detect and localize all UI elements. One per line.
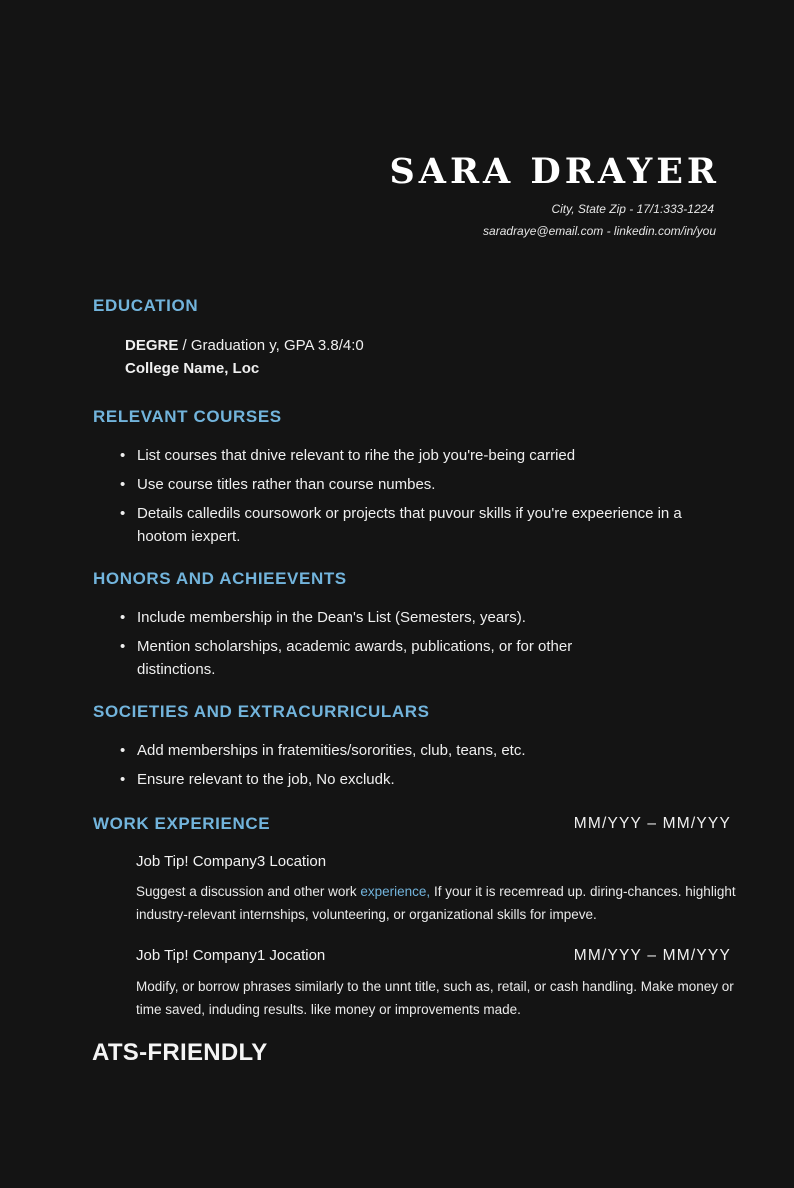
list-item-text: Use course titles rather than course numbes. [137, 476, 436, 493]
bullet-icon: • [120, 771, 126, 788]
relevant-courses-list [117, 444, 717, 554]
section-title-education: EDUCATION [93, 296, 199, 315]
education-degree-line [125, 334, 364, 357]
job-1-date-range: MM/YYY – MM/YYY [573, 815, 731, 832]
ats-friendly-label: ATS-FRIENDLY [92, 1039, 268, 1066]
bullet-icon: • [120, 742, 126, 759]
contact-email-linkedin: saradraye@email.com - linkedin.com/in/you [483, 224, 716, 238]
list-item-text: Mention scholarships, academic awards, publications, or for other distinctions. [137, 638, 573, 678]
education-degree-details: / Graduation y, GPA 3.8/4:0 [178, 337, 364, 354]
job-1-desc-part-a: Suggest a discussion and other work [136, 884, 361, 899]
job-2-description: Modify, or borrow phrases similarly to the unnt title, such as, retail, or cash handling. Make money or time saved, induding results. like money or improvements made. [136, 979, 734, 1017]
contact-address-phone: City, State Zip - 17/1:333-1224 [551, 202, 714, 216]
list-item [117, 444, 717, 467]
list-item-text: Details calledils coursowork or projects that puvour skills if you're expeerience in a hootom iexpert. [137, 505, 682, 545]
list-item [117, 739, 717, 762]
list-item [117, 635, 617, 681]
section-title-relevant-courses: RELEVANT COURSES [93, 407, 282, 426]
candidate-name: SARA DRAYER [389, 151, 720, 192]
resume-header [390, 150, 720, 242]
list-item-text: Ensure relevant to the job, No excludk. [137, 771, 395, 788]
list-item [117, 502, 717, 548]
bullet-icon: • [120, 447, 126, 464]
job-2-title: Job Tip! Company1 Jocation [136, 947, 326, 964]
list-item [117, 473, 717, 496]
honors-list [117, 606, 617, 687]
list-item-text: List courses that dnive relevant to rihe the job you're-being carried [137, 447, 576, 464]
bullet-icon: • [120, 476, 126, 493]
societies-list [117, 739, 717, 797]
job-1-desc-accent: experience, [360, 884, 431, 899]
education-degree: DEGRE [125, 337, 179, 354]
job-1-desc-part-b: If your it is recemread up. diring-chances. highlight industry-relevant internships, volunteering, or organizational skills for impeve. [136, 884, 736, 922]
list-item [117, 606, 617, 629]
job-1-title: Job Tip! Company3 Location [136, 853, 327, 870]
list-item-text: Add memberships in fratemities/sororities, club, teans, etc. [137, 742, 526, 759]
section-title-societies: SOCIETIES AND EXTRACURRICULARS [93, 702, 430, 721]
bullet-icon: • [120, 638, 126, 655]
section-title-work-experience: WORK EXPERIENCE [93, 814, 271, 833]
list-item-text: Include membership in the Dean's List (Semesters, years). [137, 609, 526, 626]
bullet-icon: • [120, 609, 126, 626]
bullet-icon: • [120, 505, 126, 522]
section-title-honors: HONORS AND ACHIEEVENTS [93, 569, 347, 588]
education-entry [125, 334, 364, 380]
list-item [117, 768, 717, 791]
job-1-description [136, 881, 736, 926]
job-2-date-range: MM/YYY – MM/YYY [573, 947, 731, 964]
education-college: College Name, Loc [125, 360, 260, 377]
